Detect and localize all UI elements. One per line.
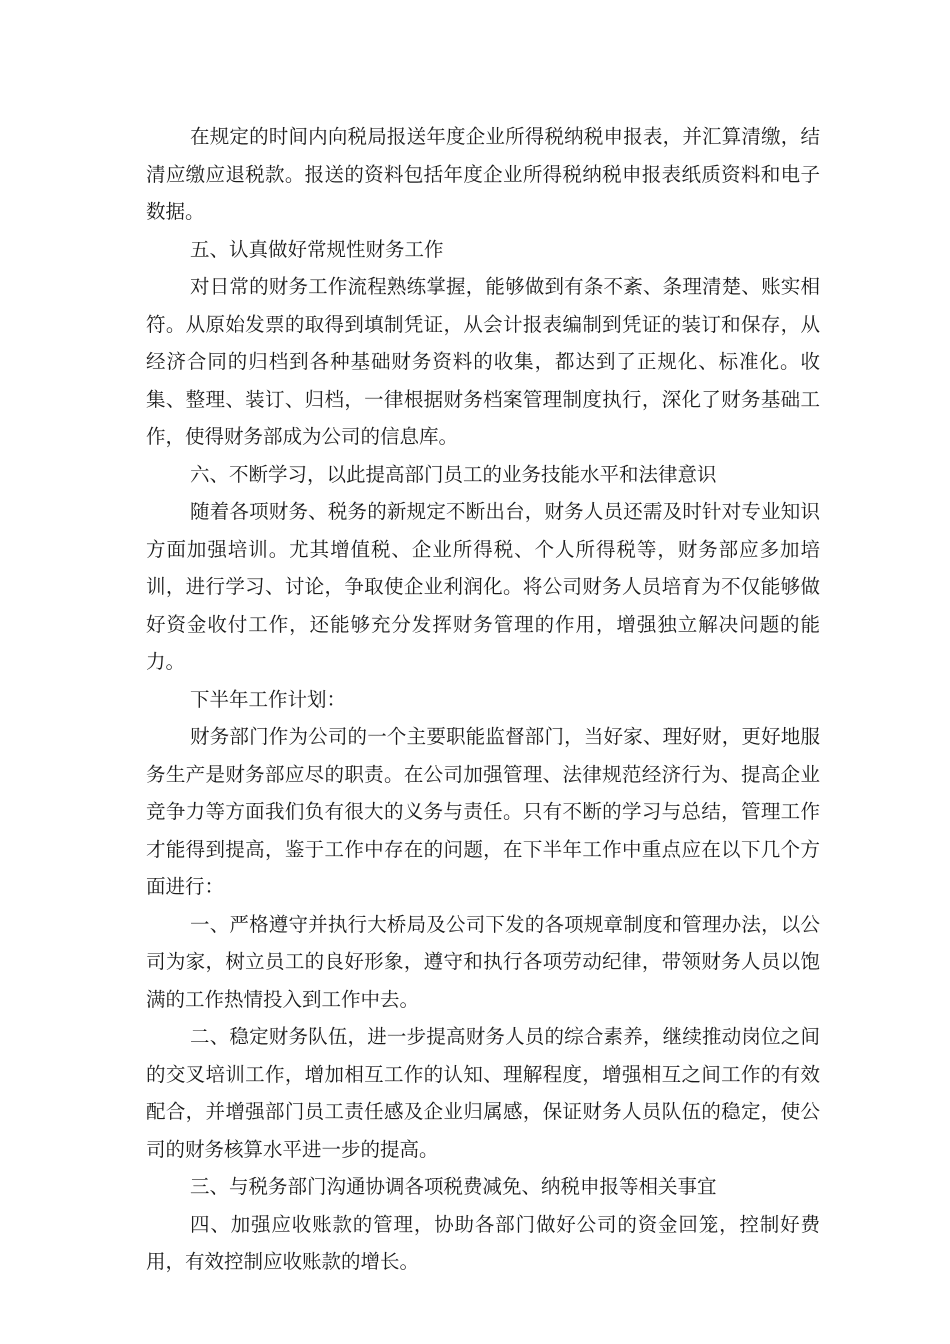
paragraph-tax-filing: 在规定的时间内向税局报送年度企业所得税纳税申报表，并汇算清缴，结清应缴应退税款。报送的资料包括年度企业所得税纳税申报表纸质资料和电子数据。 — [146, 125, 820, 223]
heading-continuous-learning: 六、不断学习，以此提高部门员工的业务技能水平和法律意识 — [190, 462, 717, 486]
heading-second-half-plan: 下半年工作计划： — [190, 687, 347, 711]
plan-item-1: 一、严格遵守并执行大桥局及公司下发的各项规章制度和管理办法，以公司为家，树立员工的良好形象，遵守和执行各项劳动纪律，带领财务人员以饱满的工作热情投入到工作中去。 — [146, 912, 820, 1011]
plan-item-3: 三、与税务部门沟通协调各项税费减免、纳税申报等相关事宜 — [190, 1175, 717, 1198]
paragraph-continuous-learning: 随着各项财务、税务的新规定不断出台，财务人员还需及时针对专业知识方面加强培训。尤其增值税、企业所得税、个人所得税等，财务部应多加培训，进行学习、讨论，争取使企业利润化。将公司财务人员培育为不仅能够做好资金收付工作，还能够充分发挥财务管理的作用，增强独立解决问题的能力。 — [146, 500, 820, 673]
paragraph-routine-finance-work: 对日常的财务工作流程熟练掌握，能够做到有条不紊、条理清楚、账实相符。从原始发票的取得到填制凭证，从会计报表编制到凭证的装订和保存，从经济合同的归档到各种基础财务资料的收集，都达到了正规化、标准化。收集、整理、装订、归档，一律根据财务档案管理制度执行，深化了财务基础工作，使得财务部成为公司的信息库。 — [146, 275, 820, 448]
plan-item-4: 四、加强应收账款的管理，协助各部门做好公司的资金回笼，控制好费用，有效控制应收账款的增长。 — [146, 1212, 820, 1273]
plan-item-2: 二、稳定财务队伍，进一步提高财务人员的综合素养，继续推动岗位之间的交叉培训工作，增加相互工作的认知、理解程度，增强相互之间工作的有效配合，并增强部门员工责任感及企业归属感，保证财务人员队伍的稳定，使公司的财务核算水平进一步的提高。 — [146, 1025, 820, 1161]
paragraph-second-half-plan: 财务部门作为公司的一个主要职能监督部门，当好家、理好财，更好地服务生产是财务部应尽的职责。在公司加强管理、法律规范经济行为、提高企业竞争力等方面我们负有很大的义务与责任。只有不断的学习与总结，管理工作才能得到提高，鉴于工作中存在的问题，在下半年工作中重点应在以下几个方面进行： — [146, 725, 820, 898]
heading-routine-finance-work: 五、认真做好常规性财务工作 — [190, 237, 444, 261]
document-body — [146, 118, 820, 1281]
